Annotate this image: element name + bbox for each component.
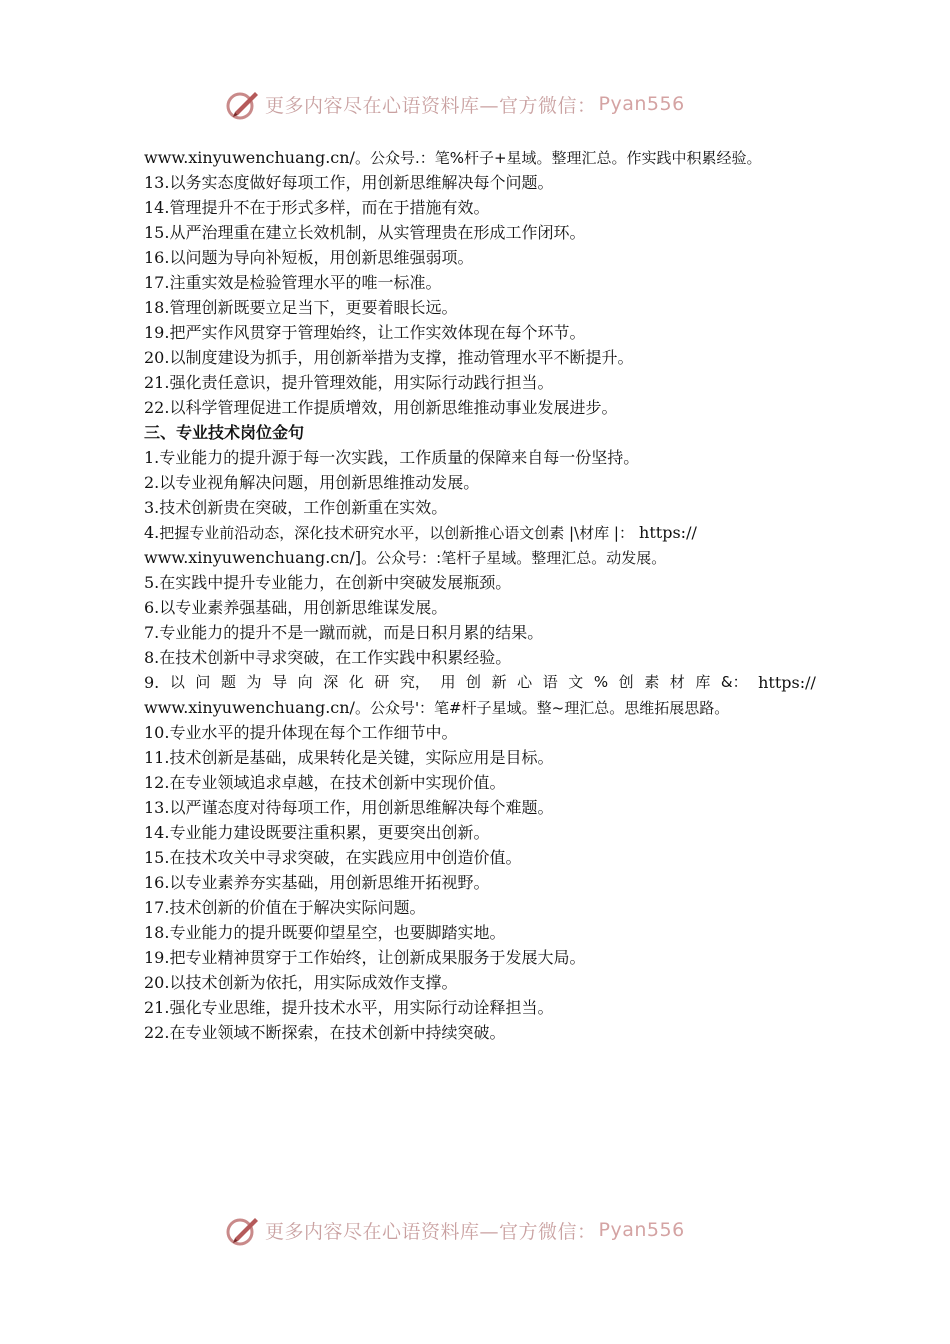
banner-text: 更多内容尽在心语资料库—官方微信：	[265, 1220, 597, 1243]
banner-wechat-id: Pyan556	[598, 93, 685, 115]
list-item: 16.以问题为导向补短板，用创新思维强弱项。	[144, 248, 474, 267]
list-item: 8.在技术创新中寻求突破，在工作实践中积累经验。	[144, 648, 512, 667]
word: %	[593, 673, 609, 691]
text-segment: https://	[633, 523, 697, 542]
word: 问	[195, 673, 211, 691]
list-item: 22.以科学管理促进工作提质增效，用创新思维推动事业发展进步。	[144, 398, 618, 417]
list-item: 13.以严谨态度对待每项工作，用创新思维解决每个难题。	[144, 798, 554, 817]
word: 究，	[399, 673, 430, 691]
list-item: 17.技术创新的价值在于解决实际问题。	[144, 898, 426, 917]
list-item-mixed	[144, 545, 816, 570]
list-item: 5.在实践中提升专业能力，在创新中突破发展瓶颈。	[144, 573, 512, 592]
word: 心	[517, 673, 533, 691]
text-segment: 。公众号'：笔#杆子星域。整~理汇总。思维拓展思路。	[354, 699, 730, 717]
document-body	[144, 145, 816, 1045]
list-item: 6.以专业素养强基础，用创新思维谋发展。	[144, 598, 448, 617]
word: 素	[644, 673, 660, 691]
section-heading: 三、专业技术岗位金句	[144, 423, 305, 442]
word: 9.	[144, 673, 160, 692]
list-item: 19.把专业精神贯穿于工作始终，让创新成果服务于发展大局。	[144, 948, 586, 967]
list-item: 17.注重实效是检验管理水平的唯一标准。	[144, 273, 442, 292]
word: 库	[695, 673, 711, 691]
pen-logo-icon	[225, 86, 261, 122]
text-segment: 。公众号：:笔杆子星域。整理汇总。动发展。	[361, 549, 667, 567]
list-item: 15.从严治理重在建立长效机制，从实管理贵在形成工作闭环。	[144, 223, 586, 242]
list-item: 13.以务实态度做好每项工作，用创新思维解决每个问题。	[144, 173, 554, 192]
list-item-justified	[144, 670, 816, 695]
list-item: 21.强化责任意识，提升管理效能，用实际行动践行担当。	[144, 373, 554, 392]
word: 创	[618, 673, 634, 691]
word: https://	[758, 673, 816, 692]
word: 化	[348, 673, 364, 691]
list-item: 14.管理提升不在于形式多样，而在于措施有效。	[144, 198, 490, 217]
word: 材	[669, 673, 685, 691]
list-item: 7.专业能力的提升不是一蹴而就，而是日积月累的结果。	[144, 623, 544, 642]
list-item: 18.专业能力的提升既要仰望星空，也要脚踏实地。	[144, 923, 506, 942]
list-item: 19.把严实作风贯穿于管理始终，让工作实效体现在每个环节。	[144, 323, 586, 342]
text-segment: 。公众号.：笔%杆子+星域。整理汇总。作实践中积累经验。	[354, 149, 762, 167]
list-item: 21.强化专业思维，提升技术水平，用实际行动诠释担当。	[144, 998, 554, 1017]
list-item: 3.技术创新贵在突破，工作创新重在实效。	[144, 498, 448, 517]
banner-text: 更多内容尽在心语资料库—官方微信：	[265, 94, 597, 117]
list-item: 20.以技术创新为依托，用实际成效作支撑。	[144, 973, 458, 992]
text-segment: 4.	[144, 523, 160, 542]
list-item: 11.技术创新是基础，成果转化是关键，实际应用是目标。	[144, 748, 554, 767]
list-item: 1.专业能力的提升源于每一次实践，工作质量的保障来自每一份坚持。	[144, 448, 640, 467]
text-segment: www.xinyuwenchuang.cn/	[144, 698, 355, 717]
word: 导	[272, 673, 288, 691]
footer-watermark-banner	[225, 1210, 725, 1250]
header-watermark-banner	[225, 84, 725, 124]
list-item-mixed	[144, 520, 816, 545]
pen-logo-icon	[225, 1212, 261, 1248]
word: 语	[542, 673, 558, 691]
text-segment: www.xinyuwenchuang.cn/	[144, 148, 355, 167]
list-item: 16.以专业素养夯实基础，用创新思维开拓视野。	[144, 873, 490, 892]
list-item-mixed	[144, 695, 816, 720]
text-segment: www.xinyuwenchuang.cn/]	[144, 548, 362, 567]
text-segment: 把握专业前沿动态，深化技术研究水平，以创新推心语文创素 |\材库 |：	[159, 524, 634, 542]
word: 新	[491, 673, 507, 691]
word: 深	[323, 673, 339, 691]
list-item: 2.以专业视角解决问题，用创新思维推动发展。	[144, 473, 480, 492]
list-item: 22.在专业领域不断探索，在技术创新中持续突破。	[144, 1023, 506, 1042]
word: 以	[169, 673, 185, 691]
list-item: 14.专业能力建设既要注重积累，更要突出创新。	[144, 823, 490, 842]
word: 创	[466, 673, 482, 691]
list-item: 15.在技术攻关中寻求突破，在实践应用中创造价值。	[144, 848, 522, 867]
word: 为	[246, 673, 262, 691]
list-item: 18.管理创新既要立足当下，更要着眼长远。	[144, 298, 458, 317]
word: 用	[440, 673, 456, 691]
banner-wechat-id: Pyan556	[598, 1219, 685, 1241]
word: 文	[568, 673, 584, 691]
list-item: 10.专业水平的提升体现在每个工作细节中。	[144, 723, 458, 742]
list-item: 12.在专业领域追求卓越，在技术创新中实现价值。	[144, 773, 506, 792]
list-item: 20.以制度建设为抓手，用创新举措为支撑，推动管理水平不断提升。	[144, 348, 634, 367]
word: 研	[374, 673, 390, 691]
word: 向	[297, 673, 313, 691]
word: &：	[720, 673, 748, 691]
list-item-mixed	[144, 145, 816, 170]
word: 题	[220, 673, 236, 691]
